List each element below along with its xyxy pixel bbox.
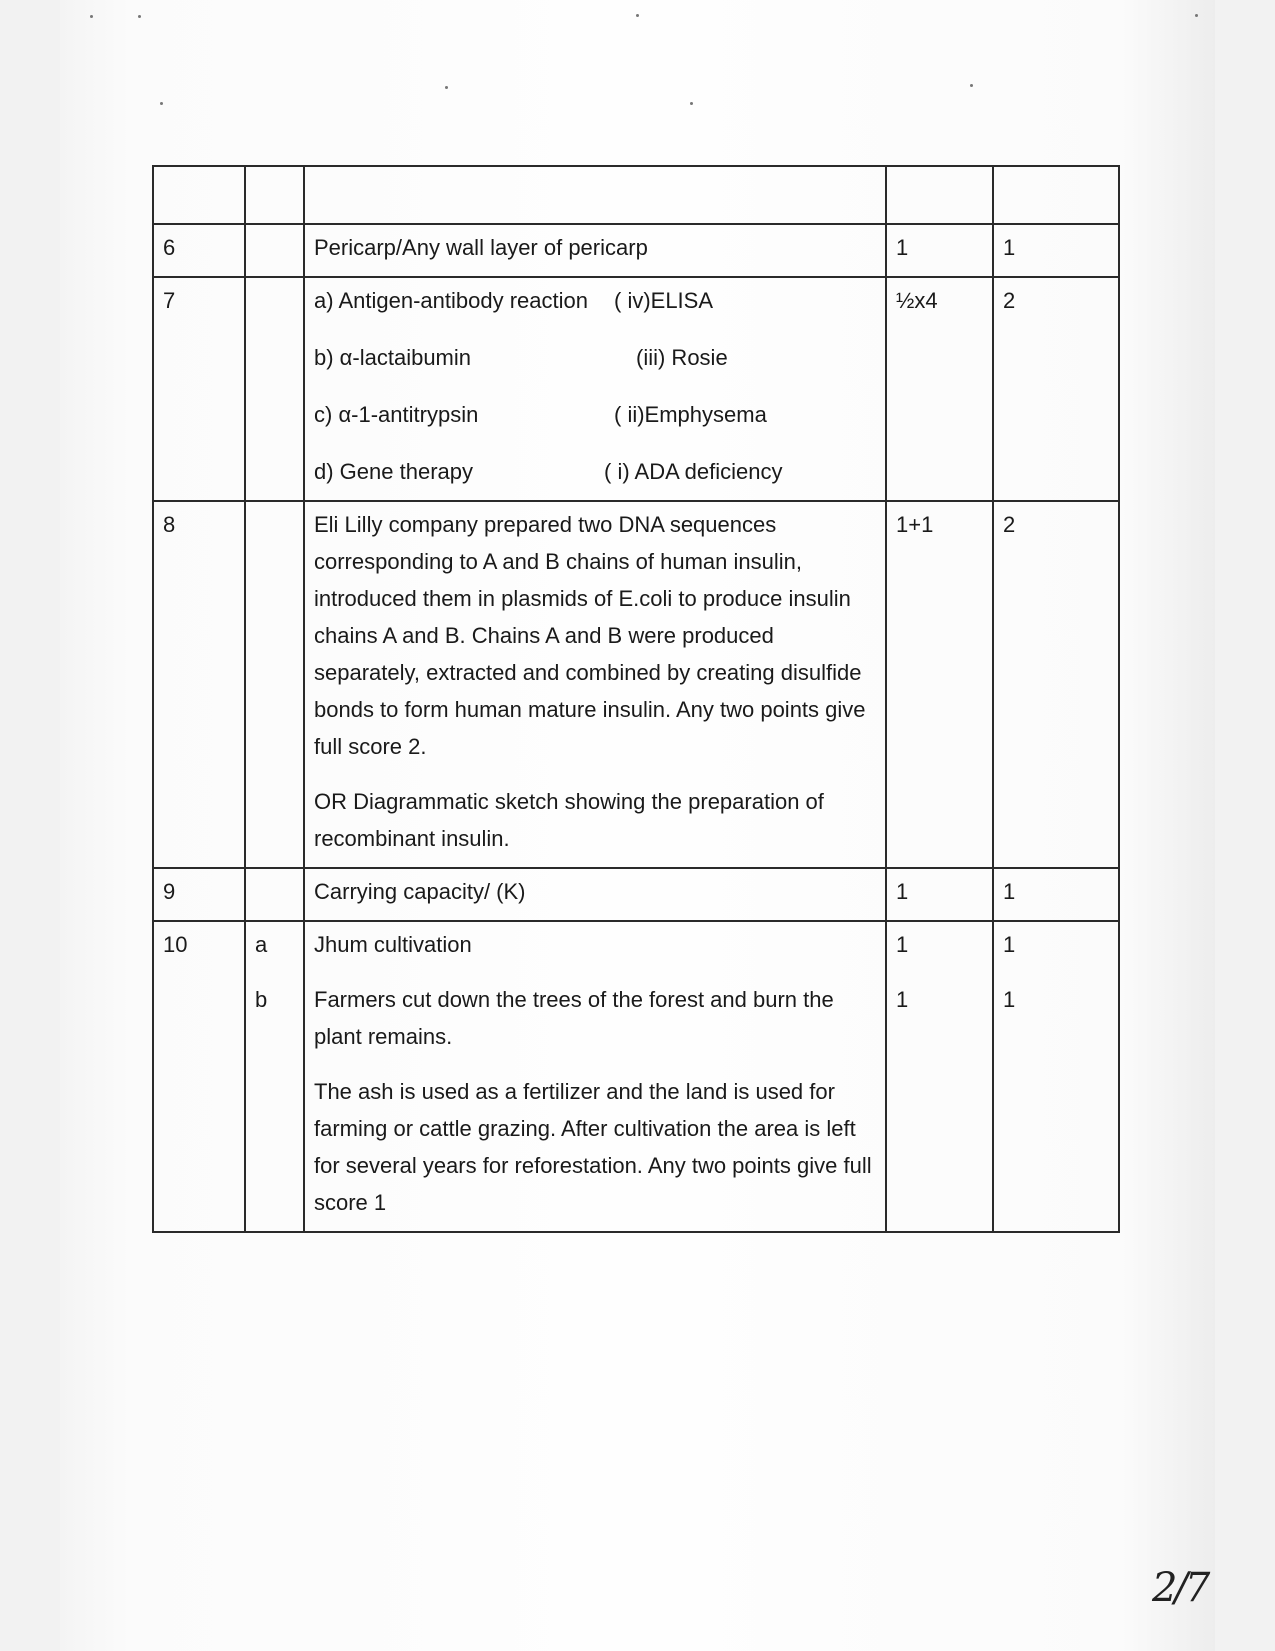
match-pair xyxy=(314,396,876,433)
match-left: a) Antigen-antibody reaction xyxy=(314,288,588,313)
scan-speck xyxy=(445,86,448,89)
question-number: 9 xyxy=(153,868,245,921)
question-number: 8 xyxy=(153,501,245,868)
question-number: 7 xyxy=(153,277,245,501)
scan-speck xyxy=(160,102,163,105)
match-pair xyxy=(314,453,876,490)
total-score: 2 xyxy=(993,501,1119,868)
answer-cell xyxy=(304,501,886,868)
value-points: 1 xyxy=(886,224,993,277)
total-score: 1 xyxy=(993,224,1119,277)
answer-matches xyxy=(304,277,886,501)
answer-text: Farmers cut down the trees of the forest and burn the plant remains. xyxy=(314,987,834,1049)
answer-key-table xyxy=(152,165,1120,1233)
value-cell xyxy=(886,921,993,1232)
header-cell xyxy=(886,166,993,224)
header-cell xyxy=(304,166,886,224)
answer-text: Jhum cultivation xyxy=(314,932,472,957)
table-row xyxy=(153,921,1119,1232)
answer-alternative: OR Diagrammatic sketch showing the preparation of recombinant insulin. xyxy=(314,789,824,851)
question-number: 6 xyxy=(153,224,245,277)
scan-speck xyxy=(90,15,93,18)
answer-cell xyxy=(304,921,886,1232)
table-row xyxy=(153,277,1119,501)
table-header-row xyxy=(153,166,1119,224)
sub-question xyxy=(245,868,304,921)
total-score: 1 xyxy=(1003,987,1016,1012)
value-points: ½x4 xyxy=(886,277,993,501)
table-row xyxy=(153,868,1119,921)
value-points: 1 xyxy=(886,868,993,921)
scan-speck xyxy=(970,84,973,87)
header-cell xyxy=(153,166,245,224)
sub-question: a xyxy=(255,932,268,957)
header-cell xyxy=(245,166,304,224)
match-pair xyxy=(314,282,876,319)
match-pair xyxy=(314,339,876,376)
match-right: (iii) Rosie xyxy=(636,345,728,370)
table-row xyxy=(153,224,1119,277)
sub-question xyxy=(245,224,304,277)
scan-speck xyxy=(138,15,141,18)
value-points: 1+1 xyxy=(886,501,993,868)
scan-speck xyxy=(1195,14,1198,17)
match-right: ( iv)ELISA xyxy=(614,288,714,313)
sub-question: b xyxy=(255,987,268,1012)
value-points: 1 xyxy=(896,932,909,957)
table-row xyxy=(153,501,1119,868)
sub-question-cell xyxy=(245,921,304,1232)
scan-speck xyxy=(636,14,639,17)
answer-text: Eli Lilly company prepared two DNA sequences corresponding to A and B chains of human insulin, introduced them in plasmids of E.coli to produce insulin chains A and B. Chains A and B were produced separately, extracted and combined by creating disulfide bonds to form human mature insulin. Any two points give full score 2. xyxy=(314,512,866,759)
value-points: 1 xyxy=(896,987,909,1012)
answer-text: Pericarp/Any wall layer of pericarp xyxy=(304,224,886,277)
match-left: b) α-lactaibumin xyxy=(314,345,471,370)
answer-text: Carrying capacity/ (K) xyxy=(304,868,886,921)
sub-question xyxy=(245,501,304,868)
answer-text: The ash is used as a fertilizer and the land is used for farming or cattle grazing. After cultivation the area is left for several years for reforestation. Any two points give full score 1 xyxy=(314,1079,872,1215)
match-right: ( i) ADA deficiency xyxy=(604,459,783,484)
match-left: d) Gene therapy xyxy=(314,459,473,484)
total-score: 1 xyxy=(993,868,1119,921)
question-number: 10 xyxy=(153,921,245,1232)
total-score: 2 xyxy=(993,277,1119,501)
total-score: 1 xyxy=(1003,932,1016,957)
total-cell xyxy=(993,921,1119,1232)
scan-speck xyxy=(690,102,693,105)
page-number: 2/7 xyxy=(1152,1565,1208,1611)
header-cell xyxy=(993,166,1119,224)
sub-question xyxy=(245,277,304,501)
match-left: c) α-1-antitrypsin xyxy=(314,402,479,427)
match-right: ( ii)Emphysema xyxy=(614,402,767,427)
